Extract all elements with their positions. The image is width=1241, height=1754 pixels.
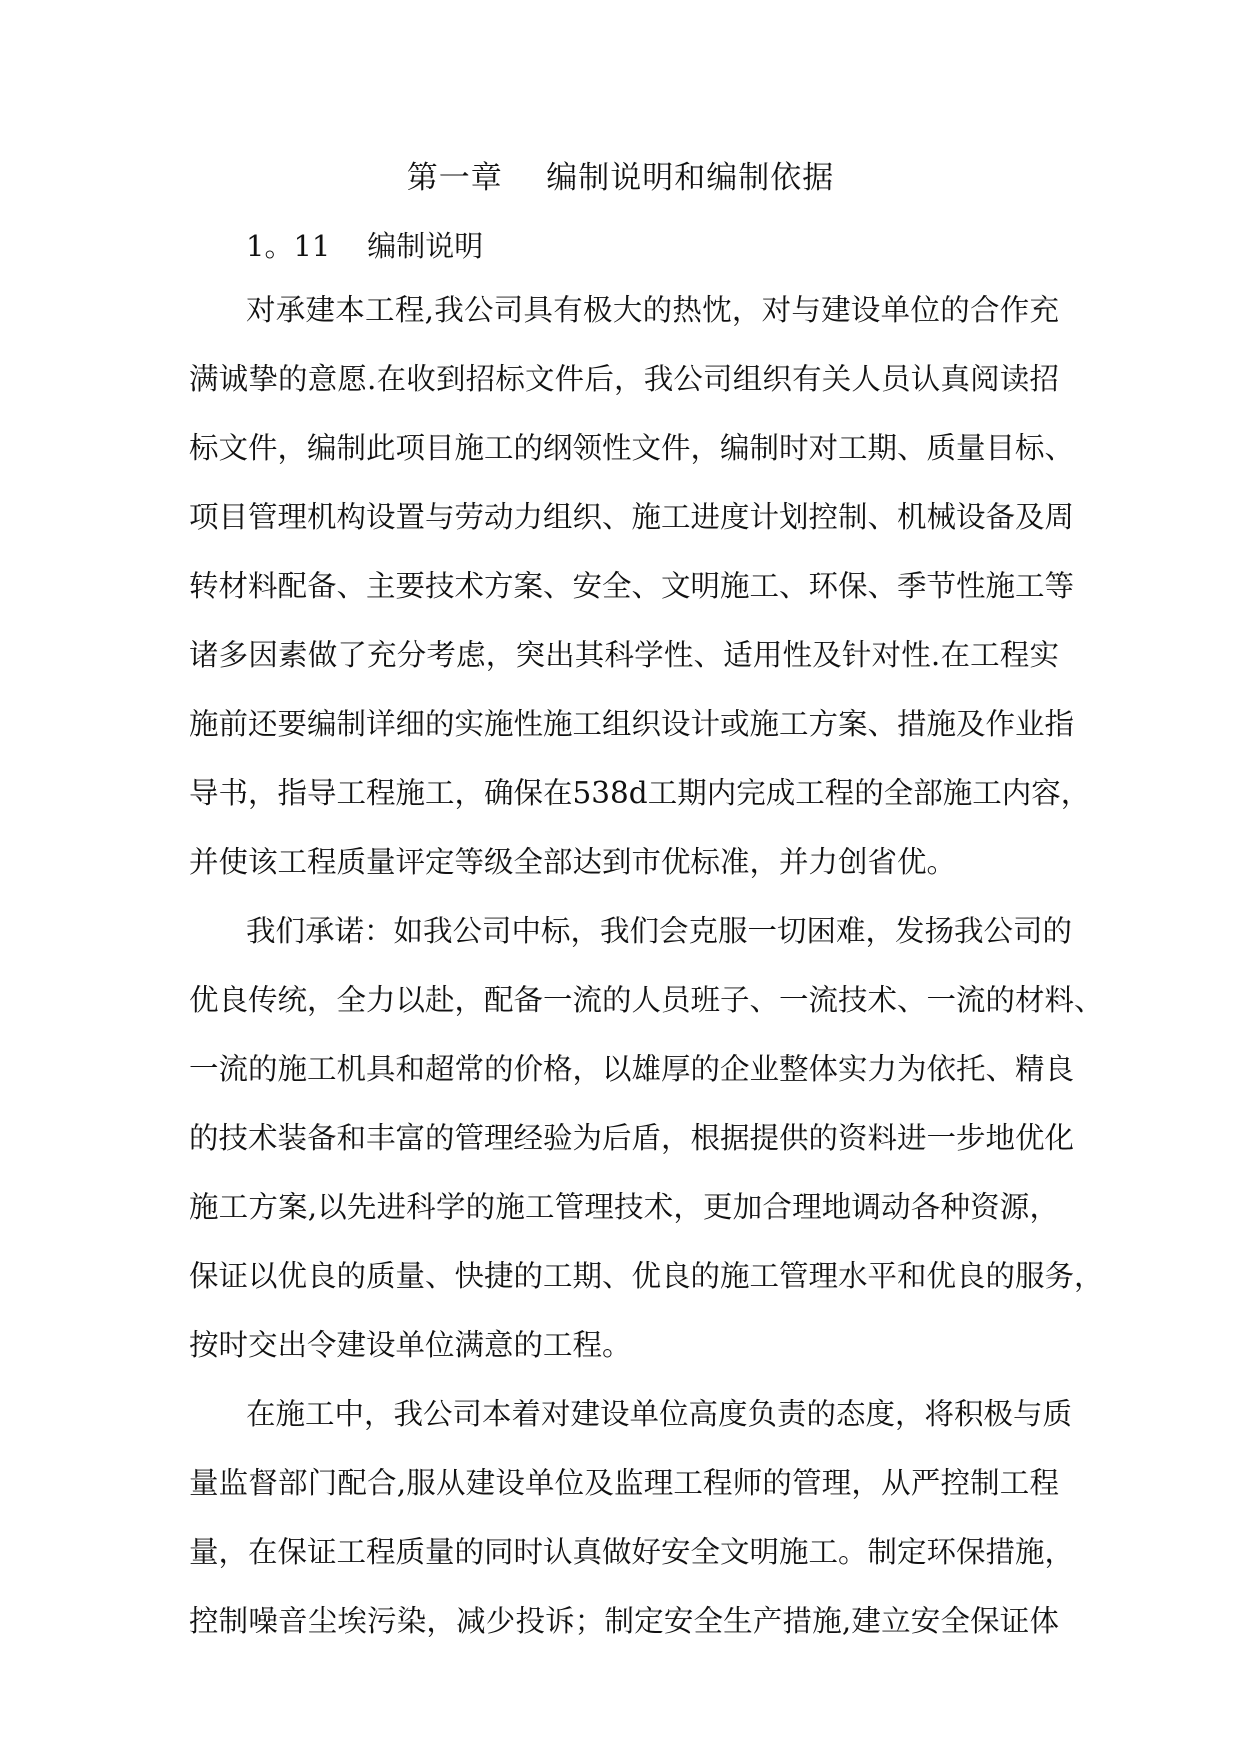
paragraph-2-line: 优良传统，全力以赴，配备一流的人员班子、一流技术、一流的材料、 (189, 983, 1104, 1017)
paragraph-3-line: 在施工中，我公司本着对建设单位高度负责的态度，将积极与质 (246, 1397, 1073, 1431)
paragraph-3-line: 控制噪音尘埃污染，减少投诉；制定安全生产措施,建立安全保证体 (189, 1604, 1059, 1638)
paragraph-2-line: 施工方案,以先进科学的施工管理技术，更加合理地调动各种资源， (189, 1190, 1059, 1224)
paragraph-1-line: 施前还要编制详细的实施性施工组织设计或施工方案、措施及作业指 (189, 707, 1075, 741)
paragraph-2-line: 的技术装备和丰富的管理经验为后盾，根据提供的资料进一步地优化 (189, 1121, 1075, 1155)
paragraph-3-line: 量监督部门配合,服从建设单位及监理工程师的管理，从严控制工程 (189, 1466, 1059, 1500)
paragraph-1-line: 转材料配备、主要技术方案、安全、文明施工、环保、季节性施工等 (189, 569, 1075, 603)
paragraph-1-line: 对承建本工程,我公司具有极大的热忱，对与建设单位的合作充 (246, 293, 1059, 327)
section-heading: 1。11 编制说明 (246, 229, 484, 263)
paragraph-2-line: 保证以优良的质量、快捷的工期、优良的施工管理水平和优良的服务， (189, 1259, 1104, 1293)
paragraph-2-line: 一流的施工机具和超常的价格，以雄厚的企业整体实力为依托、精良 (189, 1052, 1075, 1086)
paragraph-2-line: 我们承诺：如我公司中标，我们会克服一切困难，发扬我公司的 (246, 914, 1073, 948)
paragraph-3-line: 量，在保证工程质量的同时认真做好安全文明施工。制定环保措施， (189, 1535, 1075, 1569)
paragraph-1-line: 诸多因素做了充分考虑，突出其科学性、适用性及针对性.在工程实 (189, 638, 1059, 672)
chapter-title: 第一章 编制说明和编制依据 (406, 160, 835, 196)
paragraph-2-line: 按时交出令建设单位满意的工程。 (189, 1328, 632, 1362)
paragraph-1-line: 并使该工程质量评定等级全部达到市优标准，并力创省优。 (189, 845, 957, 879)
paragraph-1-line: 标文件，编制此项目施工的纲领性文件，编制时对工期、质量目标、 (189, 431, 1075, 465)
paragraph-1-line: 项目管理机构设置与劳动力组织、施工进度计划控制、机械设备及周 (189, 500, 1075, 534)
paragraph-1-line: 满诚挚的意愿.在收到招标文件后，我公司组织有关人员认真阅读招 (189, 362, 1059, 396)
paragraph-1-line: 导书，指导工程施工，确保在538d工期内完成工程的全部施工内容， (189, 776, 1091, 810)
